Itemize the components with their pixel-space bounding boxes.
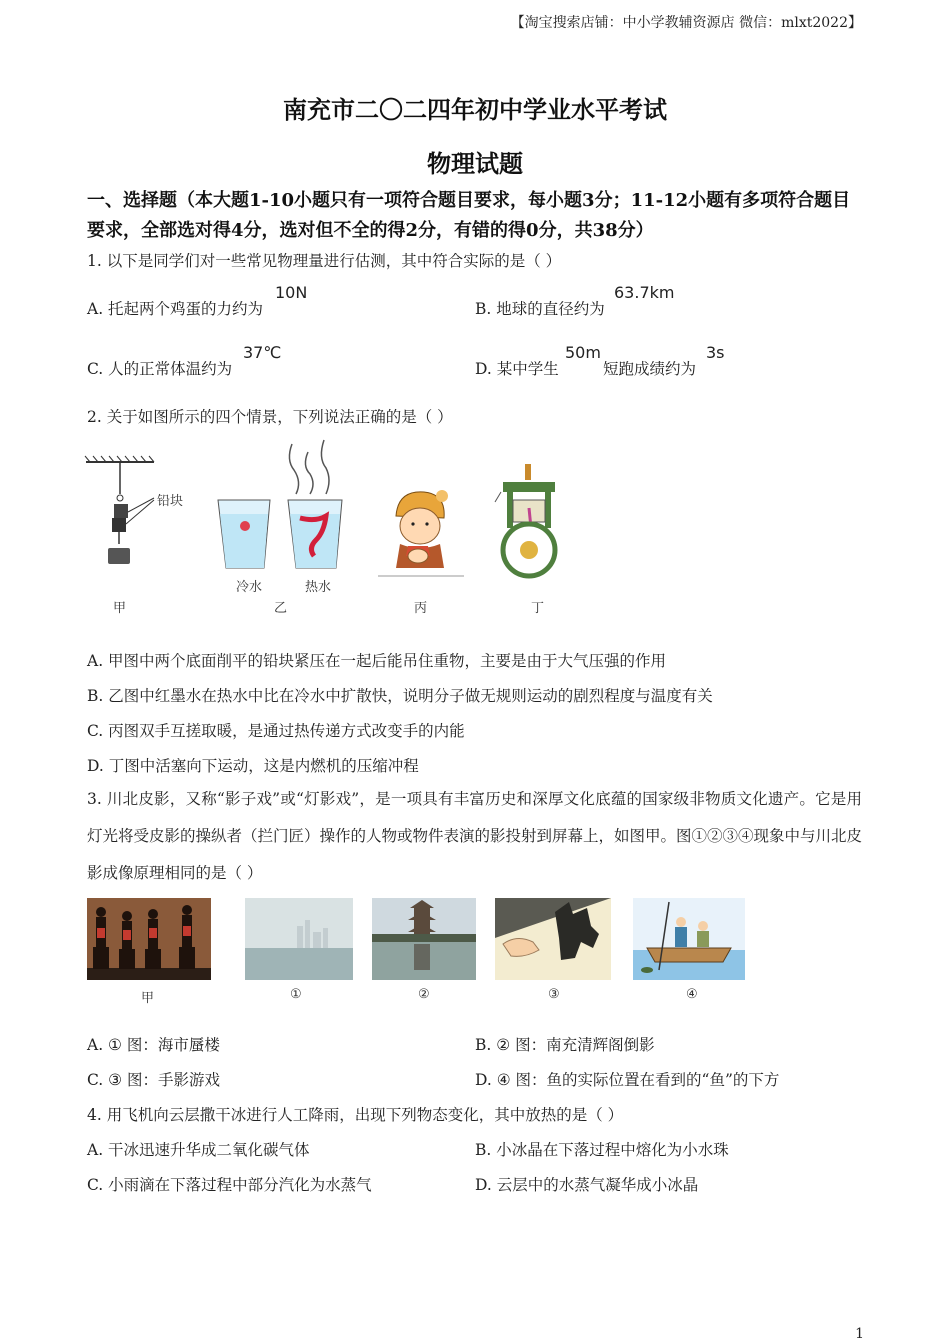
label-lead-block: 铅块 bbox=[157, 494, 184, 509]
q1-option-a-text: A. 托起两个鸡蛋的力约为 bbox=[87, 300, 264, 318]
exam-subject: 物理试题 bbox=[427, 149, 523, 178]
caption-fig-yi: 乙 bbox=[274, 601, 288, 616]
caption-fig-bing: 丙 bbox=[414, 601, 428, 616]
fishing-boat-photo bbox=[633, 898, 745, 980]
lead-blocks-figure bbox=[84, 452, 194, 577]
pavilion-reflection-photo bbox=[372, 898, 476, 980]
caption-photo-3: ③ bbox=[548, 987, 560, 1002]
q2-option-a: A. 甲图中两个底面削平的铅块紧压在一起后能吊住重物，主要是由于大气压强的作用 bbox=[87, 652, 667, 670]
q1-option-b-value: 63.7km bbox=[614, 283, 675, 302]
hand-shadow-photo bbox=[495, 898, 611, 980]
q1-option-a bbox=[87, 297, 263, 319]
caption-photo-2: ② bbox=[418, 987, 430, 1002]
q1-option-b bbox=[475, 297, 605, 319]
question-1-stem: 1. 以下是同学们对一些常见物理量进行估测，其中符合实际的是（ ） bbox=[87, 252, 562, 270]
q2-option-b: B. 乙图中红墨水在热水中比在冷水中扩散快，说明分子做无规则运动的剧烈程度与温度有关 bbox=[87, 687, 713, 705]
exam-title: 南充市二〇二四年初中学业水平考试 bbox=[283, 95, 667, 124]
q2-option-c: C. 丙图双手互搓取暖，是通过热传递方式改变手的内能 bbox=[87, 722, 465, 740]
caption-fig-ding: 丁 bbox=[531, 601, 545, 616]
engine-figure bbox=[493, 462, 565, 580]
q4-option-b: B. 小冰晶在下落过程中熔化为小水珠 bbox=[475, 1141, 729, 1159]
q3-option-d: D. ④ 图：鱼的实际位置在看到的“鱼”的下方 bbox=[475, 1071, 780, 1089]
mirage-photo bbox=[245, 898, 353, 980]
q1-option-d-text2: 短跑成绩约为 bbox=[603, 360, 697, 378]
question-2-stem: 2. 关于如图所示的四个情景，下列说法正确的是（ ） bbox=[87, 408, 453, 426]
q1-option-d-text: D. 某中学生 bbox=[475, 360, 559, 378]
question-4-stem: 4. 用飞机向云层撒干冰进行人工降雨，出现下列物态变化，其中放热的是（ ） bbox=[87, 1106, 624, 1124]
section-heading: 一、选择题（本大题1-10小题只有一项符合题目要求，每小题3分；11-12小题有多项符合题目要求，全部选对得4分，选对但不全的得2分，有错的得0分，共38分） bbox=[87, 190, 851, 241]
q4-option-d: D. 云层中的水蒸气凝华成小冰晶 bbox=[475, 1176, 699, 1194]
q1-option-c bbox=[87, 357, 232, 379]
q1-option-b-text: B. 地球的直径约为 bbox=[475, 300, 605, 318]
q1-option-c-text: C. 人的正常体温约为 bbox=[87, 360, 233, 378]
q1-option-d-time: 3s bbox=[706, 343, 725, 362]
shadow-puppet-photo bbox=[87, 898, 211, 980]
q4-option-a: A. 干冰迅速升华成二氧化碳气体 bbox=[87, 1141, 310, 1159]
q3-option-a: A. ① 图：海市蜃楼 bbox=[87, 1036, 220, 1054]
q1-option-d-distance: 50m bbox=[565, 343, 601, 362]
q3-option-c: C. ③ 图：手影游戏 bbox=[87, 1071, 220, 1089]
header-note: 【淘宝搜索店铺：中小学教辅资源店 微信：mlxt2022】 bbox=[510, 15, 862, 31]
caption-fig-jia: 甲 bbox=[113, 601, 127, 616]
q1-option-c-value: 37℃ bbox=[243, 343, 282, 362]
q4-option-c: C. 小雨滴在下落过程中部分汽化为水蒸气 bbox=[87, 1176, 372, 1194]
q1-option-a-value: 10N bbox=[275, 283, 308, 302]
caption-photo-jia: 甲 bbox=[141, 991, 155, 1006]
q2-option-d: D. 丁图中活塞向下运动，这是内燃机的压缩冲程 bbox=[87, 757, 419, 775]
question-3-stem: 3. 川北皮影，又称“影子戏”或“灯影戏”，是一项具有丰富历史和深厚文化底蕴的国家级非物质文化遗产。它是用灯光将受皮影的操纵者（拦门匠）操作的人物或物件表演的影投射到屏幕上，如图甲。图①②③④现象中与川北皮影成像原理相同的是（ ） bbox=[87, 790, 863, 882]
ink-diffusion-figure bbox=[212, 436, 350, 572]
caption-photo-1: ① bbox=[290, 987, 302, 1002]
caption-photo-4: ④ bbox=[686, 987, 698, 1002]
page-number: 1 bbox=[855, 1326, 864, 1342]
label-hot-water: 热水 bbox=[305, 580, 332, 595]
q3-option-b: B. ② 图：南充清辉阁倒影 bbox=[475, 1036, 655, 1054]
label-cold-water: 冷水 bbox=[236, 580, 263, 595]
hand-rubbing-figure bbox=[378, 486, 466, 578]
